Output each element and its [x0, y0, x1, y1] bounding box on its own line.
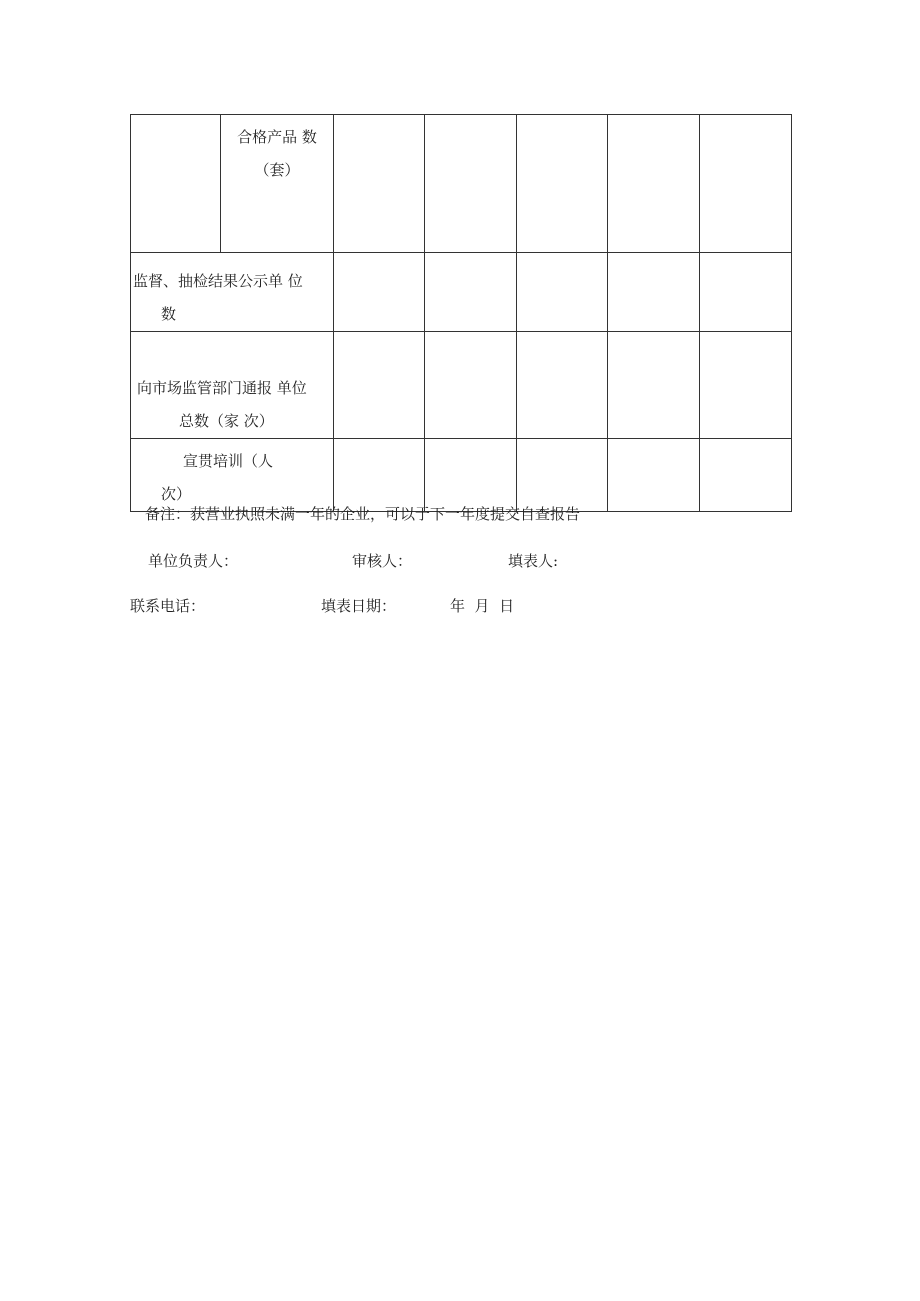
- row-label-qualified-products: [221, 115, 334, 253]
- signature-row: [0, 550, 920, 572]
- label-line: 合格产品 数: [237, 128, 317, 146]
- footnote-remark: 备注：获营业执照未满一年的企业，可以于下一年度提交自查报告: [145, 505, 581, 523]
- table-row: [131, 115, 792, 253]
- label-line: 宣贯培训（人: [183, 452, 274, 470]
- label-line: 次）: [161, 485, 192, 503]
- table-cell[interactable]: [334, 439, 425, 512]
- date-value: 年 月 日: [450, 597, 515, 615]
- table-row: [131, 439, 792, 512]
- table-cell[interactable]: [425, 332, 517, 439]
- table-cell[interactable]: [334, 115, 425, 253]
- label-line: 向市场监管部门通报 单位: [137, 379, 307, 397]
- table-cell[interactable]: [608, 253, 700, 332]
- label-line: 监督、抽检结果公示单 位: [133, 272, 303, 290]
- table-row: [131, 253, 792, 332]
- row-label-training: [131, 439, 334, 512]
- table-cell[interactable]: [700, 115, 792, 253]
- table-cell[interactable]: [425, 253, 517, 332]
- table-cell-empty: [131, 115, 221, 253]
- row-label-report-to-market-regulator: [131, 332, 334, 439]
- table-cell[interactable]: [334, 332, 425, 439]
- table-cell[interactable]: [425, 439, 517, 512]
- table-row: [131, 332, 792, 439]
- table-cell[interactable]: [608, 115, 700, 253]
- table-cell[interactable]: [517, 253, 608, 332]
- table-cell[interactable]: [608, 439, 700, 512]
- table-cell[interactable]: [517, 332, 608, 439]
- table-cell[interactable]: [425, 115, 517, 253]
- table-cell[interactable]: [700, 439, 792, 512]
- table-cell[interactable]: [700, 253, 792, 332]
- table-cell[interactable]: [608, 332, 700, 439]
- date-label: 填表日期：: [321, 597, 397, 615]
- reviewer-label: 审核人：: [352, 552, 413, 570]
- contact-row: [0, 595, 920, 617]
- table-cell[interactable]: [517, 439, 608, 512]
- phone-label: 联系电话：: [130, 597, 206, 615]
- statistics-table: [130, 114, 792, 512]
- table-cell[interactable]: [700, 332, 792, 439]
- table-cell[interactable]: [334, 253, 425, 332]
- label-line: 数: [161, 305, 177, 323]
- table-cell[interactable]: [517, 115, 608, 253]
- row-label-supervision: [131, 253, 334, 332]
- label-line: （套）: [254, 161, 300, 179]
- filler-label: 填表人:: [508, 552, 559, 570]
- unit-head-label: 单位负责人：: [148, 552, 239, 570]
- label-line: 总数（家 次）: [179, 412, 274, 430]
